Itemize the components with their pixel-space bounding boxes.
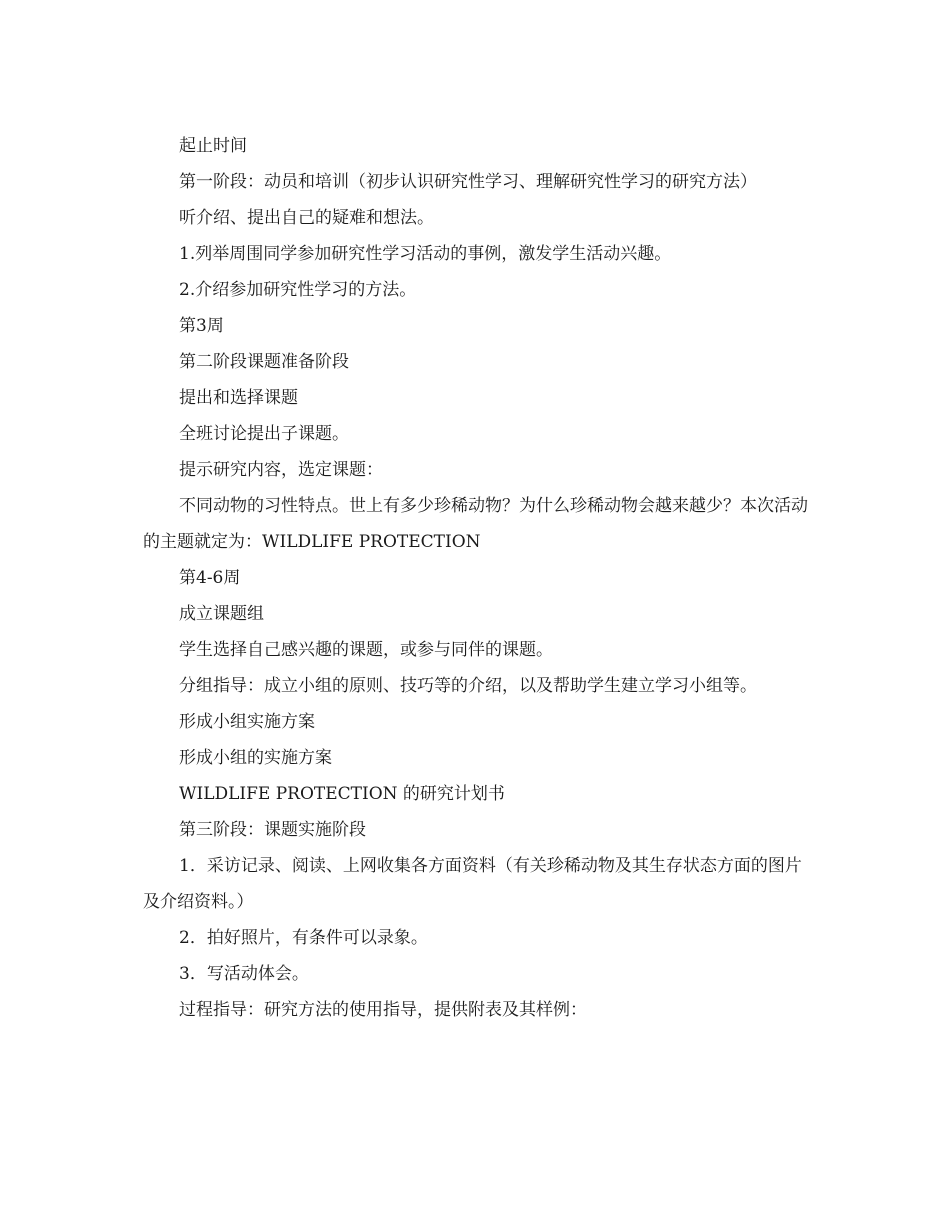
- paragraph-form-group: 成立课题组: [179, 604, 264, 624]
- paragraph-step-1: 1．采访记录、阅读、上网收集各方面资料（有关珍稀动物及其生存状态方面的图片及介绍资料。）: [143, 856, 802, 912]
- paragraph-research-content: 提示研究内容，选定课题：: [179, 460, 383, 480]
- paragraph-group-guidance: 分组指导：成立小组的原则、技巧等的介绍，以及帮助学生建立学习小组等。: [179, 676, 757, 696]
- paragraph-research-plan: WILDLIFE PROTECTION 的研究计划书: [179, 784, 505, 804]
- paragraph-stage-two: 第二阶段课题准备阶段: [179, 352, 349, 372]
- paragraph-week-3: 第3周: [179, 316, 224, 336]
- paragraph-group-plan: 形成小组实施方案: [179, 712, 315, 732]
- document-body: [143, 128, 811, 1028]
- paragraph-theme: 不同动物的习性特点。世上有多少珍稀动物？为什么珍稀动物会越来越少？本次活动的主题就定为：WILDLIFE PROTECTION: [143, 496, 808, 552]
- paragraph-listen: 听介绍、提出自己的疑难和想法。: [179, 208, 434, 228]
- paragraph-item-2: 2.介绍参加研究性学习的方法。: [179, 280, 417, 300]
- paragraph-step-2: 2．拍好照片，有条件可以录象。: [179, 928, 428, 948]
- paragraph-process-guidance: 过程指导：研究方法的使用指导，提供附表及其样例：: [179, 1000, 587, 1020]
- paragraph-week-4-6: 第4-6周: [179, 568, 241, 588]
- paragraph-group-implementation: 形成小组的实施方案: [179, 748, 332, 768]
- paragraph-class-discussion: 全班讨论提出子课题。: [179, 424, 349, 444]
- paragraph-step-3: 3．写活动体会。: [179, 964, 309, 984]
- paragraph-item-1: 1.列举周围同学参加研究性学习活动的事例，激发学生活动兴趣。: [179, 244, 672, 264]
- paragraph-stage-three: 第三阶段：课题实施阶段: [179, 820, 366, 840]
- paragraph-select-topic: 提出和选择课题: [179, 388, 298, 408]
- paragraph-student-choice: 学生选择自己感兴趣的课题，或参与同伴的课题。: [179, 640, 553, 660]
- paragraph-stage-one: 第一阶段：动员和培训（初步认识研究性学习、理解研究性学习的研究方法）: [179, 172, 757, 192]
- paragraph-time-range: 起止时间: [179, 136, 247, 156]
